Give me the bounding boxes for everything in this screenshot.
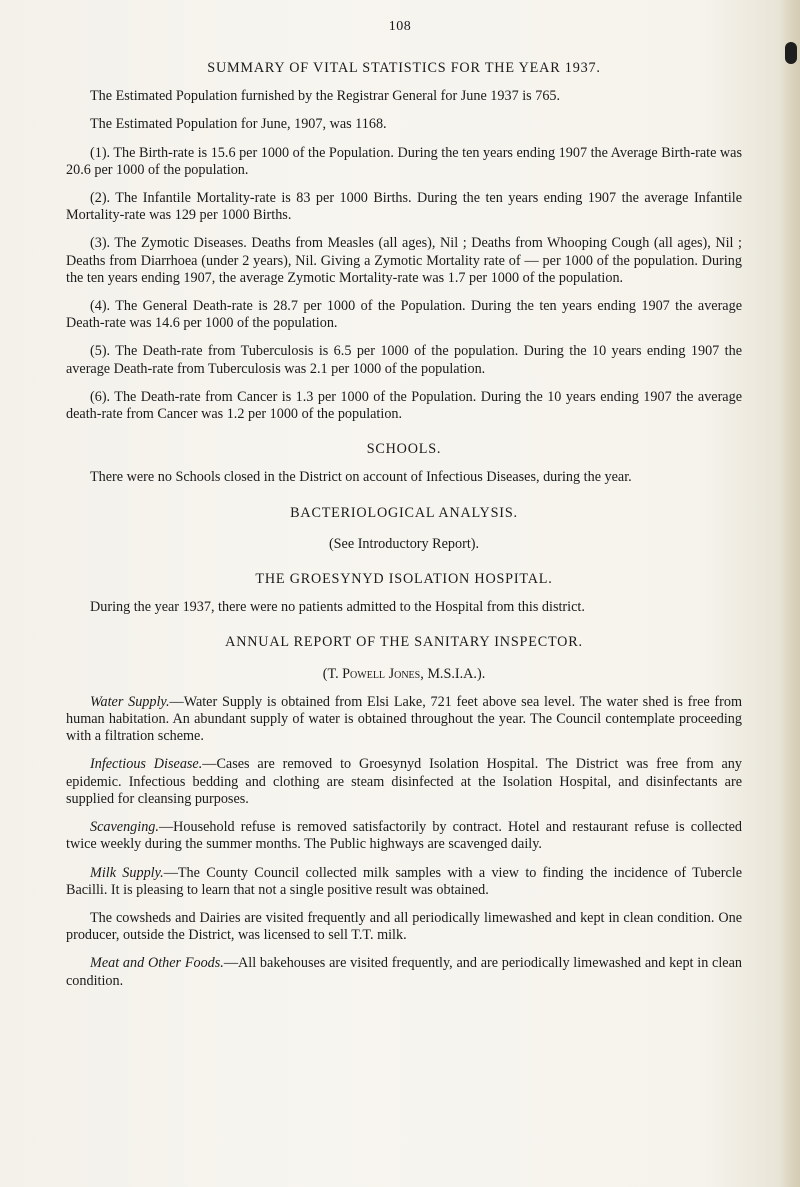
statistic-item-6: (6). The Death-rate from Cancer is 1.3 per 1000 of the Population. During the 10 years ending 1907 the average death-rate from Cancer was 1.2 per 1000 of the population. (66, 388, 742, 423)
population-1907: The Estimated Population for June, 1907, was 1168. (90, 116, 387, 133)
statistic-item-2: (2). The Infantile Mortality-rate is 83 per 1000 Births. During the ten years ending 1907 the average Infantile Mortality-rate was 129 per 1000 Births. (66, 190, 742, 224)
page-number: 108 (388, 19, 412, 34)
sanitary-heading: ANNUAL REPORT OF THE SANITARY INSPECTOR. (225, 634, 583, 651)
statistic-item-4: (4). The General Death-rate is 28.7 per 1000 of the Population. During the ten years ending 1907 the average Death-rate was 14.6 per 1000 of the population. (66, 298, 742, 332)
hospital-heading: THE GROESYNYD ISOLATION HOSPITAL. (255, 571, 553, 588)
meat-foods-text: —All bakehouses are visited frequently, and are periodically limewashed and kept in clean condition. (66, 955, 742, 989)
statistic-item-5: (5). The Death-rate from Tuberculosis is 6.5 per 1000 of the population. During the 10 years ending 1907 the average Death-rate from Tuberculosis was 2.1 per 1000 of the population. (66, 343, 742, 377)
sanitary-author: (T. Powell Jones, M.S.I.A.). (322, 665, 486, 682)
statistic-item-3: (3). The Zymotic Diseases. Deaths from Measles (all ages), Nil ; Deaths from Whooping Cough (all ages), Nil ; Deaths from Diarrhoea (under 2 years), Nil. Giving a Zymotic Mortality rate of — per 1000 of the population. During the ten years ending 1907, the average Zymotic Mortality-rate was 1.7 per 1000 of the population. (66, 235, 742, 286)
milk-supply-paragraph (66, 865, 742, 899)
population-1937: The Estimated Population furnished by the Registrar General for June 1937 is 765. (90, 88, 561, 105)
cowsheds-text: The cowsheds and Dairies are visited frequently and all periodically limewashed and kept in clean condition. One producer, outside the District, was licensed to sell T.T. milk. (66, 909, 742, 944)
water-supply-text: —Water Supply is obtained from Elsi Lake, 721 feet above sea level. The water shed is free from human habitation. An abundant supply of water is obtained throughout the year. The Council contemplate proceeding with a filtration scheme. (66, 693, 742, 745)
scavenging-heading: Scavenging. (90, 819, 159, 836)
water-supply-heading: Water Supply. (90, 693, 170, 710)
ink-blot (785, 42, 797, 64)
scavenging-paragraph (66, 819, 742, 853)
meat-foods-paragraph (66, 955, 742, 989)
cowsheds-paragraph (66, 910, 742, 944)
hospital-text: During the year 1937, there were no patients admitted to the Hospital from this district. (90, 599, 585, 616)
meat-foods-heading: Meat and Other Foods. (90, 955, 224, 972)
water-supply-paragraph (66, 694, 742, 746)
page-content (66, 60, 742, 990)
schools-text: There were no Schools closed in the District on account of Infectious Diseases, during the year. (90, 469, 632, 486)
bacteriological-heading: BACTERIOLOGICAL ANALYSIS. (290, 504, 518, 521)
infectious-disease-heading: Infectious Disease. (90, 756, 203, 773)
statistic-item-1: (1). The Birth-rate is 15.6 per 1000 of the Population. During the ten years ending 1907 the Average Birth-rate was 20.6 per 1000 of the population. (66, 144, 742, 178)
page-edge-stain (780, 0, 800, 1187)
scavenging-text: —Household refuse is removed satisfactorily by contract. Hotel and restaurant refuse is collected twice weekly during the summer months. The Public highways are scavenged daily. (66, 819, 742, 853)
milk-supply-heading: Milk Supply. (90, 864, 164, 881)
summary-heading: SUMMARY OF VITAL STATISTICS FOR THE YEAR 1937. (207, 60, 601, 76)
bacteriological-subtitle: (See Introductory Report). (328, 535, 480, 552)
infectious-disease-text: —Cases are removed to Groesynyd Isolation Hospital. The District was free from any epidemic. Infectious bedding and clothing are steam disinfected at the Isolation Hospital, and disinfectants are supplied for cleansing purposes. (66, 756, 742, 807)
milk-supply-text: —The County Council collected milk samples with a view to finding the incidence of Tubercle Bacilli. It is pleasing to learn that not a single positive result was obtained. (66, 864, 742, 898)
schools-heading: SCHOOLS. (366, 441, 442, 458)
infectious-disease-paragraph (66, 756, 742, 808)
